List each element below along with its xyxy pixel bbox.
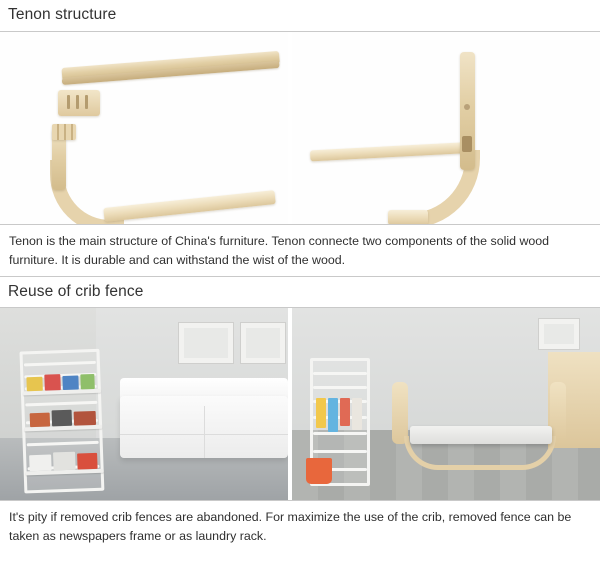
crib-fence-rack bbox=[310, 358, 374, 490]
tenon-slot bbox=[67, 95, 70, 109]
wood-bottom-rail bbox=[103, 190, 276, 222]
crib-fence-as-magazine-rack-photo bbox=[0, 308, 288, 500]
wall-art-frame bbox=[178, 322, 234, 364]
tenon-slot bbox=[85, 95, 88, 109]
newspaper bbox=[29, 455, 52, 472]
magazine bbox=[77, 453, 98, 470]
rack-rung bbox=[313, 386, 367, 389]
tenon-slot bbox=[76, 95, 79, 109]
wall-art-inner bbox=[184, 328, 228, 358]
magazine bbox=[74, 411, 96, 426]
wood-vertical-leg bbox=[460, 52, 475, 170]
rack-rung bbox=[313, 450, 367, 453]
magazine bbox=[30, 413, 50, 428]
bed-headboard bbox=[392, 382, 408, 444]
sofa-seam bbox=[120, 434, 288, 435]
bed-footboard bbox=[550, 382, 566, 444]
tenon-joint-photo-right bbox=[292, 32, 600, 224]
wood-foot bbox=[388, 210, 428, 224]
newspaper bbox=[53, 452, 76, 471]
crib-fence-as-laundry-rack-photo bbox=[292, 308, 600, 500]
crib-fence-rack bbox=[19, 349, 110, 498]
wall-art-frame bbox=[538, 318, 580, 350]
tenon-image-row bbox=[0, 32, 600, 224]
magazine bbox=[80, 374, 95, 389]
mortise-hole bbox=[462, 136, 472, 152]
magazine bbox=[44, 374, 61, 391]
hanging-towel bbox=[340, 398, 350, 426]
magazine bbox=[62, 376, 78, 391]
bed-mattress bbox=[410, 426, 552, 444]
rack-rung bbox=[313, 372, 367, 375]
wall-art-inner bbox=[544, 324, 574, 344]
section-title-reuse: Reuse of crib fence bbox=[8, 282, 144, 300]
peg-hole bbox=[464, 104, 470, 110]
hanging-towel bbox=[328, 398, 338, 432]
reuse-image-row bbox=[0, 308, 600, 500]
laundry-basket bbox=[306, 458, 332, 484]
caption-tenon: Tenon is the main structure of China's furniture. Tenon connecte two components of the solid wood furniture. It is durable and can withstand the wist of the wood. bbox=[9, 233, 550, 267]
tenon-joint-photo-left bbox=[0, 32, 288, 224]
rack-rung bbox=[313, 432, 367, 435]
caption-reuse: It's pity if removed crib fences are abandoned. For maximize the use of the crib, removed fence can be taken as newspapers frame or as laundry rack. bbox=[9, 510, 572, 544]
hanging-towel bbox=[316, 398, 326, 428]
wall-art-frame bbox=[240, 322, 286, 364]
wall-art-inner bbox=[246, 328, 280, 358]
tenon-teeth bbox=[52, 124, 76, 140]
hanging-towel bbox=[352, 398, 362, 430]
magazine bbox=[26, 377, 42, 392]
section-title-tenon: Tenon structure bbox=[8, 6, 117, 23]
magazine bbox=[52, 410, 73, 427]
sofa-seam bbox=[204, 406, 205, 458]
tenon-joint-block bbox=[58, 90, 100, 116]
